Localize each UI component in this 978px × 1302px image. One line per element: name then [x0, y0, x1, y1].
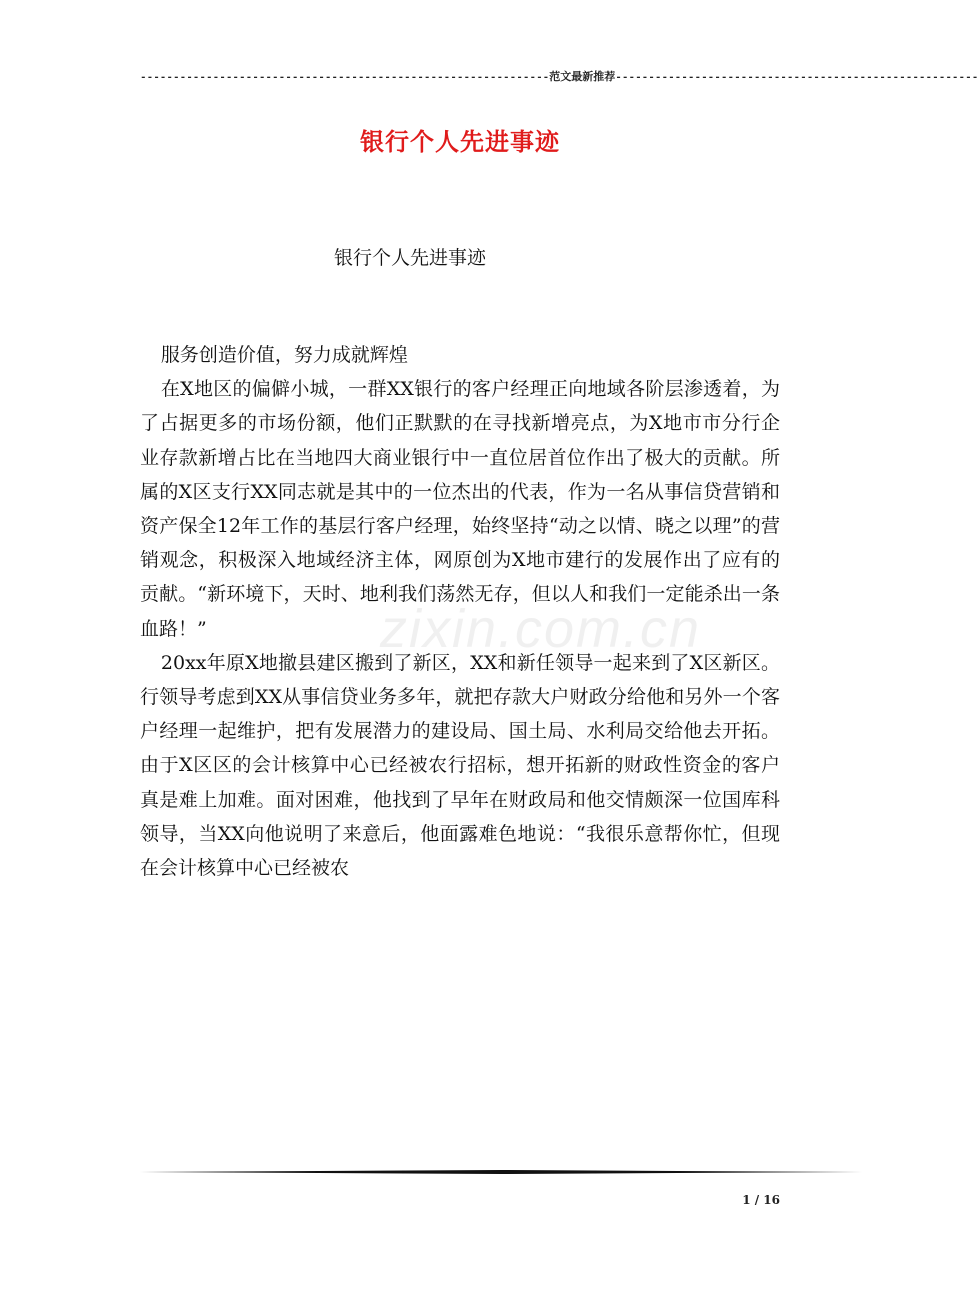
paragraph-heading: 服务创造价值，努力成就辉煌 — [160, 344, 408, 366]
paragraph: 20xx年原X地撤县建区搬到了新区，XX和新任领导一起来到了X区新区。行领导考虑到XX从事信贷业务多年，就把存款大户财政分给他和另外一个客户经理一起维护，把有发展潜力的建设局、国土局、水利局交给他去开拓。由于X区区的会计核算中心已经被农行招标，想开拓新的财政性资金的客户真是难上加难。面对困难，他找到了早年在财政局和他交情颇深一位国库科领导，当XX向他说明了来意后，他面露难色地说：“我很乐意帮你忙，但现在会计核算中心已经被农 — [140, 651, 780, 880]
document-body — [140, 338, 780, 885]
page-number: 1 / 16 — [742, 1193, 780, 1207]
watermark: zixin.com.cn — [380, 599, 702, 659]
header-banner: --------------------------------------------------------------范文最新推荐------------------------------------------------------- — [140, 72, 978, 84]
paragraph: 在X地区的偏僻小城，一群XX银行的客户经理正向地域各阶层渗透着，为了占据更多的市场份额，他们正默默的在寻找新增亮点，为X地市市分行企业存款新增占比在当地四大商业银行中一直位居首位作出了极大的贡献。所属的X区支行XX同志就是其中的一位杰出的代表，作为一名从事信贷营销和资产保全12年工作的基层行客户经理，始终坚持“动之以情、晓之以理”的营销观念，积极深入地域经济主体，网原创为X地市建行的发展作出了应有的贡献。“新环境下，天时、地利我们荡然无存，但以人和我们一定能杀出一条血路！” — [140, 378, 780, 640]
document-subtitle: 银行个人先进事迹 — [334, 247, 487, 269]
document-title: 银行个人先进事迹 — [360, 127, 560, 156]
footer-rule — [140, 1170, 862, 1174]
